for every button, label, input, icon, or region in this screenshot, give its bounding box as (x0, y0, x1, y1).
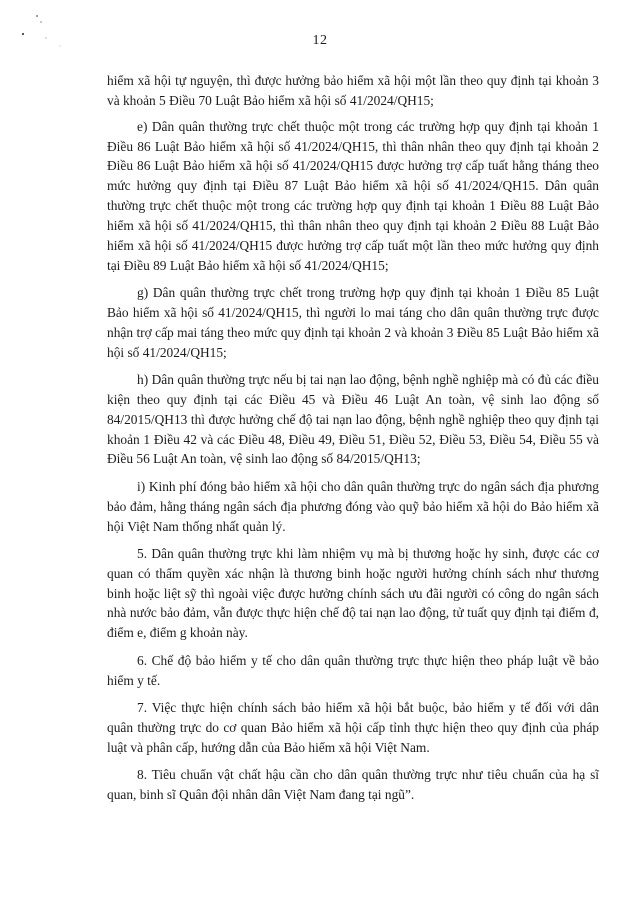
paragraph-clause-5: 5. Dân quân thường trực khi làm nhiệm vụ mà bị thương hoặc hy sinh, được các cơ quan có thẩm quyền xác nhận là thương binh hoặc người hưởng chính sách như thương binh hoặc liệt sỹ thì ngoài việc được hưởng chính sách ưu đãi người có công do ngân sách nhà nước bảo đảm, vẫn được thực hiện chế độ tai nạn lao động, tử tuất quy định tại điểm đ, điểm e, điểm g khoản này. (107, 545, 599, 641)
paragraph-continuation: hiểm xã hội tự nguyện, thì được hưởng bảo hiểm xã hội một lần theo quy định tại khoản 3 và khoản 5 Điều 70 Luật Bảo hiểm xã hội số 41/2024/QH15; (107, 73, 599, 108)
paragraph-clause-8: 8. Tiêu chuẩn vật chất hậu cần cho dân quân thường trực như tiêu chuẩn của hạ sĩ quan, binh sĩ Quân đội nhân dân Việt Nam đang tại ngũ”. (107, 767, 599, 802)
paragraph-point-i: i) Kinh phí đóng bảo hiểm xã hội cho dân quân thường trực do ngân sách địa phương bảo đảm, hằng tháng ngân sách địa phương đóng vào quỹ bảo hiểm xã hội do Bảo hiểm xã hội Việt Nam thống nhất quản lý. (107, 478, 599, 534)
paragraph-point-h: h) Dân quân thường trực nếu bị tai nạn lao động, bệnh nghề nghiệp mà có đủ các điều kiện theo quy định tại các Điều 45 và Điều 46 Luật An toàn, vệ sinh lao động số 84/2015/QH13 thì được hưởng chế độ tai nạn lao động, bệnh nghề nghiệp theo quy định tại khoản 1 Điều 42 và các Điều 48, Điều 49, Điều 51, Điều 52, Điều 53, Điều 54, Điều 55 và Điều 56 Luật An toàn, vệ sinh lao động số 84/2015/QH13; (107, 372, 599, 467)
paragraph-point-e: e) Dân quân thường trực chết thuộc một trong các trường hợp quy định tại khoản 1 Điều 86 Luật Bảo hiểm xã hội số 41/2024/QH15, thì thân nhân theo quy định tại khoản 2 Điều 86 Luật Bảo hiểm xã hội số 41/2024/QH15 được hưởng trợ cấp tuất hằng tháng theo mức hưởng quy định tại Điều 87 Luật Bảo hiểm xã hội số 41/2024/QH15. Dân quân thường trực chết thuộc một trong các trường hợp quy định tại khoản 1 Điều 88 Luật Bảo hiểm xã hội số 41/2024/QH15, thì thân nhân theo quy định tại khoản 2 Điều 88 Luật Bảo hiểm xã hội số 41/2024/QH15 được hưởng trợ cấp tuất một lần theo mức hưởng quy định tại Điều 89 Luật Bảo hiểm xã hội số 41/2024/QH15; (107, 118, 599, 273)
paragraph-clause-6: 6. Chế độ bảo hiểm y tế cho dân quân thường trực thực hiện theo pháp luật về bảo hiểm y tế. (107, 652, 599, 688)
paragraph-point-g: g) Dân quân thường trực chết trong trường hợp quy định tại khoản 1 Điều 85 Luật Bảo hiểm xã hội số 41/2024/QH15, thì người lo mai táng cho dân quân thường trực được nhận trợ cấp mai táng theo mức quy định tại khoản 2 và khoản 3 Điều 85 Luật Bảo hiểm xã hội số 41/2024/QH15; (107, 285, 599, 360)
document-body (107, 71, 599, 812)
page-number: 12 (312, 33, 328, 48)
paragraph-clause-7: 7. Việc thực hiện chính sách bảo hiểm xã hội bắt buộc, bảo hiểm y tế đối với dân quân thường trực do cơ quan Bảo hiểm xã hội cấp tỉnh thực hiện theo quy định của pháp luật và phân cấp, hướng dẫn của Bảo hiểm xã hội Việt Nam. (107, 700, 599, 755)
